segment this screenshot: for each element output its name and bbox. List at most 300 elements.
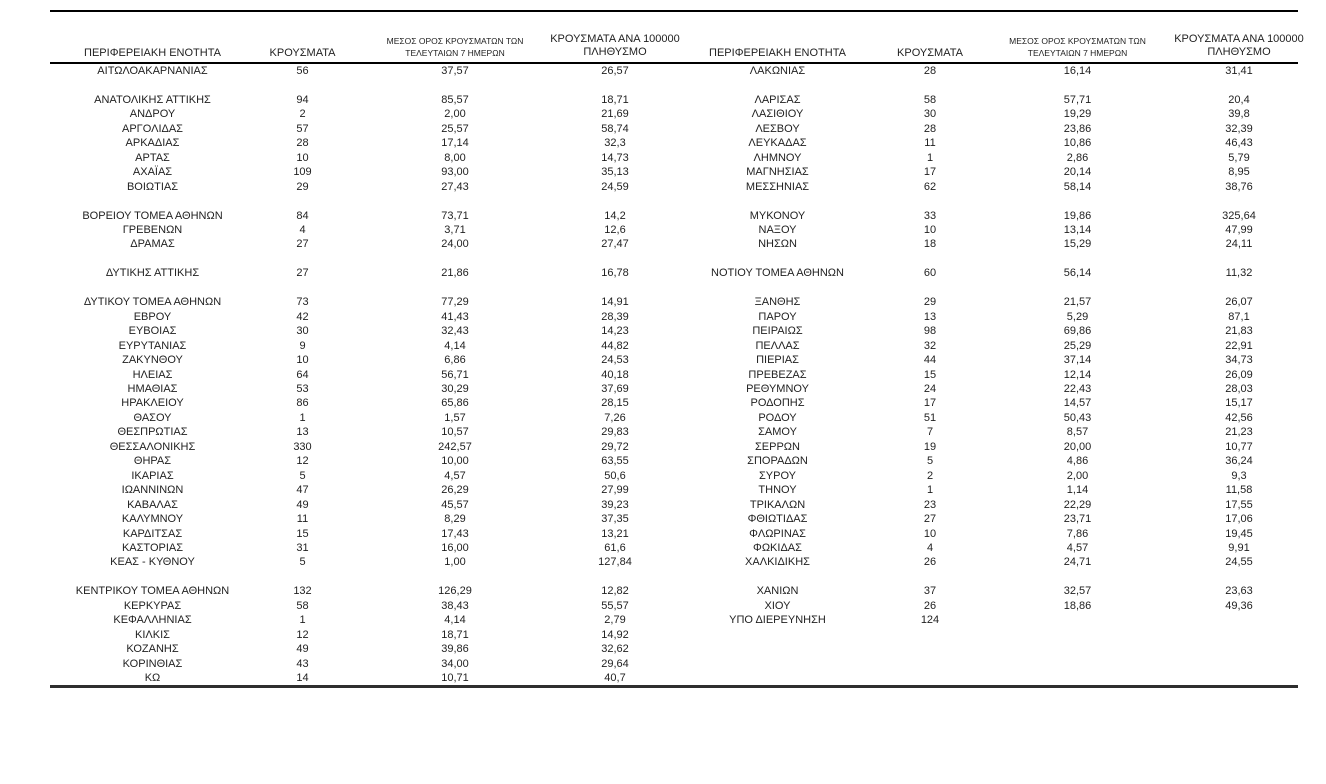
per100k-cell: 61,6 [604,541,626,554]
avg7-cell: 21,57 [1063,296,1092,309]
cases-cell: 124 [920,614,940,627]
region-cell: ΛΑΣΙΘΙΟΥ [751,108,804,121]
region-cell: ΔΥΤΙΚΗΣ ΑΤΤΙΚΗΣ [105,267,200,280]
cases-cell: 4 [926,541,934,554]
per100k-cell [1180,613,1298,627]
cases-cell: 5 [299,556,306,569]
per100k-cell: 32,62 [601,643,629,656]
cases-cell: 10 [923,223,937,236]
per100k-cell: 29,72 [601,440,629,453]
avg7-cell: 10,00 [441,455,469,468]
avg7-cell: 8,00 [444,151,466,164]
avg7-cell: 4,14 [444,614,466,627]
per100k-cell: 58,74 [601,122,629,135]
per100k-cell: 21,69 [601,108,629,121]
cases-cell: 1 [299,411,306,424]
table-row [50,209,1298,223]
region-cell: ΚΩ [144,672,161,685]
table-row [50,454,1298,468]
header-per100k-right [1174,11,1304,63]
per100k-cell: 35,13 [601,166,629,179]
table-header [50,11,1304,63]
region-cell: ΠΕΛΛΑΣ [755,339,800,352]
table-row [50,671,1298,687]
region-cell: ΖΑΚΥΝΘΟΥ [122,354,183,367]
cases-cell: 17 [923,397,937,410]
cases-cell: 330 [293,440,312,453]
per100k-cell: 31,41 [1225,65,1253,77]
avg7-cell [350,194,560,208]
region-cell: ΚΑΛΥΜΝΟΥ [121,513,184,526]
cases-cell [885,252,975,266]
cases-cell: 11 [924,137,936,150]
avg7-cell: 39,86 [441,643,469,656]
header-avg7-right [975,11,1180,63]
per100k-cell: 14,73 [601,151,629,164]
region-cell: ΘΗΡΑΣ [133,455,172,468]
per100k-cell: 28,39 [601,310,629,323]
region-cell: ΛΑΚΩΝΙΑΣ [749,65,806,77]
table-row [50,541,1298,555]
region-cell: ΧΑΛΚΙΔΙΚΗΣ [745,556,810,569]
per100k-cell: 40,7 [604,672,626,685]
per100k-cell: 24,11 [1225,238,1253,251]
region-cell: ΘΕΣΠΡΩΤΙΑΣ [117,426,188,439]
region-cell: ΚΕΡΚΥΡΑΣ [123,599,182,612]
cases-cell [885,671,975,687]
per100k-cell [1180,671,1298,687]
region-cell: ΑΝΔΡΟΥ [129,108,176,121]
regional-cases-table [50,10,1304,688]
avg7-cell: 1,14 [1066,484,1089,497]
table-row [50,93,1298,107]
avg7-cell: 32,43 [441,325,469,338]
avg7-cell: 242,57 [438,440,472,453]
region-cell: ΝΗΣΩΝ [758,238,797,251]
avg7-cell: 25,57 [441,122,469,135]
region-cell: ΣΕΡΡΩΝ [755,440,800,453]
cases-cell: 30 [923,108,937,121]
avg7-cell: 7,86 [1066,527,1089,540]
region-cell: ΔΥΤΙΚΟΥ ΤΟΜΕΑ ΑΘΗΝΩΝ [83,296,222,309]
per100k-cell [1180,78,1298,92]
per100k-cell: 39,23 [601,498,629,511]
region-cell [670,657,885,671]
region-cell: ΛΕΣΒΟΥ [755,122,800,135]
table-row [50,353,1298,367]
avg7-cell: 85,57 [441,93,469,106]
per100k-cell [560,194,670,208]
table-row [50,122,1298,136]
header-region-right: ΠΕΡΙΦΕΡΕΙΑΚΗ ΕΝΟΤΗΤΑ [670,11,885,63]
avg7-cell: 12,14 [1063,368,1092,381]
cases-cell: 32 [923,339,937,352]
avg7-cell: 38,43 [441,599,469,612]
region-cell: ΦΩΚΙΔΑΣ [753,541,802,554]
cases-cell: 132 [293,585,312,598]
cases-cell: 13 [923,310,937,323]
cases-cell: 10 [296,354,309,367]
table-row [50,469,1298,483]
region-cell: ΦΘΙΩΤΙΔΑΣ [747,513,808,526]
avg7-cell: 27,43 [441,180,469,193]
avg7-cell: 4,14 [444,339,466,352]
table-row [50,628,1298,642]
region-cell: ΙΩΑΝΝΙΝΩΝ [121,484,184,497]
region-cell: ΚΕΝΤΡΙΚΟΥ ΤΟΜΕΑ ΑΘΗΝΩΝ [75,585,230,598]
table-row [50,194,1298,208]
region-cell: ΗΡΑΚΛΕΙΟΥ [121,397,184,410]
per100k-cell: 2,79 [604,614,626,627]
avg7-cell: 4,86 [1066,455,1089,468]
cases-cell: 29 [296,180,309,193]
per100k-cell [1180,252,1298,266]
avg7-cell: 1,00 [444,556,466,569]
avg7-cell: 20,14 [1063,166,1092,179]
cases-cell: 7 [926,426,934,439]
avg7-cell: 56,14 [1063,267,1092,280]
avg7-cell: 14,57 [1063,397,1092,410]
cases-cell: 11 [296,513,309,526]
region-cell: ΕΥΒΟΙΑΣ [128,325,177,338]
per100k-cell: 20,4 [1228,93,1250,106]
avg7-cell [350,570,560,584]
cases-cell: 58 [923,93,937,106]
cases-cell: 44 [923,354,937,367]
cases-cell: 24 [923,382,937,395]
table-row [50,252,1298,266]
region-cell: ΑΡΚΑΔΙΑΣ [125,137,180,150]
region-cell [50,281,255,295]
per100k-cell: 127,84 [598,556,632,569]
avg7-cell [350,252,560,266]
table-row [50,411,1298,425]
per100k-cell: 29,64 [601,657,629,670]
cases-cell: 15 [923,368,937,381]
cases-cell: 10 [296,151,309,164]
table-row [50,498,1298,512]
cases-cell: 56 [296,65,309,77]
per100k-cell [1180,281,1298,295]
per100k-cell: 29,83 [601,426,629,439]
header-per100k-left-line2: ΠΛΗΘΥΣΜΟ [583,46,647,58]
cases-cell: 29 [923,296,937,309]
region-cell: ΗΜΑΘΙΑΣ [127,382,178,395]
avg7-cell: 2,86 [1066,151,1089,164]
table-row [50,368,1298,382]
avg7-cell: 57,71 [1063,93,1092,106]
avg7-cell: 26,29 [441,484,469,497]
per100k-cell: 50,6 [604,469,626,482]
cases-cell: 1 [299,614,306,627]
per100k-cell: 18,71 [601,93,629,106]
region-cell: ΣΥΡΟΥ [758,469,796,482]
header-cases-left: ΚΡΟΥΣΜΑΤΑ [255,11,350,63]
per100k-cell: 21,83 [1225,325,1253,338]
cases-cell [255,281,350,295]
cases-cell: 17 [923,166,937,179]
per100k-cell: 22,91 [1225,339,1253,352]
per100k-cell: 14,91 [601,296,629,309]
per100k-cell: 9,91 [1228,541,1250,554]
avg7-cell: 19,29 [1063,108,1092,121]
avg7-cell: 23,71 [1063,513,1092,526]
table-row [50,237,1298,251]
per100k-cell: 17,06 [1225,513,1253,526]
cases-cell [885,570,975,584]
cases-cell [885,281,975,295]
table-row [50,63,1298,78]
avg7-cell: 10,71 [441,672,469,685]
cases-cell: 98 [923,325,937,338]
table-row [50,613,1298,627]
avg7-cell: 21,86 [441,267,469,280]
cases-cell: 49 [296,643,309,656]
region-cell: ΒΟΙΩΤΙΑΣ [126,180,179,193]
per100k-cell: 12,82 [601,585,629,598]
region-cell [670,570,885,584]
region-cell: ΠΑΡΟΥ [758,310,797,323]
region-cell: ΚΟΡΙΝΘΙΑΣ [122,657,183,670]
region-cell [50,78,255,92]
cases-cell: 28 [923,122,937,135]
per100k-cell [1180,570,1298,584]
region-cell: ΧΑΝΙΩΝ [756,585,799,598]
per100k-cell: 28,03 [1225,382,1253,395]
cases-cell: 31 [296,541,309,554]
header-avg7-left-line1: ΜΕΣΟΣ ΟΡΟΣ ΚΡΟΥΣΜΑΤΩΝ ΤΩΝ [386,36,524,46]
cases-cell: 28 [923,65,937,77]
avg7-cell [350,78,560,92]
per100k-cell: 14,2 [604,209,626,222]
cases-cell: 18 [923,238,937,251]
region-cell: ΚΑΒΑΛΑΣ [127,498,178,511]
per100k-cell: 28,15 [601,397,629,410]
avg7-cell: 5,29 [1066,310,1089,323]
avg7-cell: 41,43 [441,310,469,323]
avg7-cell: 17,43 [441,527,469,540]
avg7-cell: 34,00 [441,657,469,670]
avg7-cell [975,252,1180,266]
cases-cell [885,78,975,92]
cases-cell: 12 [296,628,309,641]
cases-cell: 43 [296,657,309,670]
cases-cell: 33 [923,209,937,222]
avg7-cell: 56,71 [441,368,469,381]
avg7-cell: 30,29 [441,382,469,395]
table-row [50,78,1298,92]
region-cell: ΓΡΕΒΕΝΩΝ [122,223,183,236]
cases-cell: 23 [923,498,937,511]
header-cases-right: ΚΡΟΥΣΜΑΤΑ [885,11,975,63]
per100k-cell: 40,18 [601,368,629,381]
cases-cell: 15 [296,527,309,540]
per100k-cell: 26,07 [1225,296,1253,309]
table-row [50,165,1298,179]
per100k-cell [1180,194,1298,208]
per100k-cell: 23,63 [1225,585,1253,598]
per100k-cell: 47,99 [1225,223,1253,236]
per100k-cell: 27,47 [601,238,629,251]
table-row [50,339,1298,353]
header-per100k-right-line2: ΠΛΗΘΥΣΜΟ [1207,46,1271,58]
table-row [50,396,1298,410]
region-cell [670,628,885,642]
avg7-cell: 19,86 [1063,209,1092,222]
per100k-cell: 10,77 [1225,440,1253,453]
cases-cell: 53 [296,382,309,395]
avg7-cell: 23,86 [1063,122,1092,135]
region-cell: ΤΡΙΚΑΛΩΝ [749,498,806,511]
cases-cell: 28 [296,137,309,150]
avg7-cell [975,194,1180,208]
cases-cell: 86 [296,397,309,410]
cases-cell [885,642,975,656]
region-cell: ΡΟΔΟΠΗΣ [750,397,805,410]
cases-cell: 26 [923,556,937,569]
cases-cell: 57 [296,122,309,135]
avg7-cell: 2,00 [444,108,466,121]
region-cell [50,252,255,266]
region-cell [670,281,885,295]
region-cell: ΒΟΡΕΙΟΥ ΤΟΜΕΑ ΑΘΗΝΩΝ [82,209,223,222]
table-row [50,483,1298,497]
cases-cell: 60 [923,267,937,280]
cases-cell: 58 [296,599,309,612]
avg7-cell: 15,29 [1063,238,1092,251]
avg7-cell: 8,57 [1066,426,1089,439]
avg7-cell: 8,29 [444,513,466,526]
cases-cell: 73 [296,296,309,309]
cases-cell [885,657,975,671]
cases-cell: 42 [296,310,309,323]
region-cell: ΚΟΖΑΝΗΣ [126,643,179,656]
avg7-cell: 50,43 [1063,411,1092,424]
cases-cell [255,570,350,584]
region-cell: ΚΕΑΣ - ΚΥΘΝΟΥ [110,556,195,569]
per100k-cell: 24,53 [601,354,629,367]
cases-cell: 5 [926,455,934,468]
per100k-cell: 24,55 [1225,556,1253,569]
region-cell: ΑΡΓΟΛΙΔΑΣ [122,122,183,135]
region-cell: ΜΥΚΟΝΟΥ [749,209,806,222]
region-cell: ΦΛΩΡΙΝΑΣ [749,527,806,540]
per100k-cell: 12,6 [604,223,626,236]
region-cell: ΚΕΦΑΛΛΗΝΙΑΣ [113,614,192,627]
region-cell: ΑΝΑΤΟΛΙΚΗΣ ΑΤΤΙΚΗΣ [94,93,211,106]
region-cell: ΝΟΤΙΟΥ ΤΟΜΕΑ ΑΘΗΝΩΝ [711,267,844,280]
header-per100k-right-line1: ΚΡΟΥΣΜΑΤΑ ΑΝΑ 100000 [1174,33,1304,45]
region-cell: ΔΡΑΜΑΣ [130,238,175,251]
table-row [50,266,1298,280]
avg7-cell: 16,00 [441,541,469,554]
region-cell: ΚΙΛΚΙΣ [135,628,170,641]
cases-cell: 47 [296,484,309,497]
avg7-cell: 16,14 [1063,65,1092,77]
per100k-cell [560,78,670,92]
cases-cell: 84 [296,209,309,222]
cases-cell: 2 [926,469,934,482]
cases-cell: 5 [299,469,306,482]
region-cell: ΡΕΘΥΜΝΟΥ [746,382,809,395]
region-cell: ΙΚΑΡΙΑΣ [131,469,174,482]
region-cell: ΑΧΑΪΑΣ [132,166,173,179]
per100k-cell: 42,56 [1225,411,1253,424]
cases-cell: 27 [923,513,937,526]
per100k-cell: 39,8 [1228,108,1250,121]
per100k-cell: 11,32 [1225,267,1253,280]
per100k-cell [560,252,670,266]
per100k-cell: 55,57 [601,599,629,612]
region-cell [670,78,885,92]
region-cell: ΗΛΕΙΑΣ [132,368,173,381]
per100k-cell: 46,43 [1225,137,1253,150]
per100k-cell: 24,59 [601,180,629,193]
avg7-cell [975,281,1180,295]
avg7-cell: 25,29 [1063,339,1092,352]
header-avg7-right-line2: ΤΕΛΕΥΤΑΙΩΝ 7 ΗΜΕΡΩΝ [1027,48,1128,58]
per100k-cell: 63,55 [601,455,629,468]
cases-cell [255,78,350,92]
region-cell: ΕΥΡΥΤΑΝΙΑΣ [118,339,187,352]
region-cell: ΣΠΟΡΑΔΩΝ [747,455,808,468]
avg7-cell: 10,57 [441,426,469,439]
per100k-cell: 87,1 [1228,310,1250,323]
avg7-cell [975,657,1180,671]
per100k-cell: 21,23 [1225,426,1253,439]
cases-cell: 14 [296,672,309,685]
header-per100k-left [550,11,680,63]
cases-cell: 51 [923,411,937,424]
region-cell: ΛΗΜΝΟΥ [753,151,802,164]
per100k-cell: 19,45 [1225,527,1253,540]
cases-cell: 12 [296,455,309,468]
per100k-cell [1180,628,1298,642]
avg7-cell [975,613,1180,627]
region-cell: ΚΑΡΔΙΤΣΑΣ [122,527,183,540]
per100k-cell: 44,82 [601,339,629,352]
per100k-cell [1180,642,1298,656]
region-cell: ΠΙΕΡΙΑΣ [756,354,799,367]
avg7-cell: 93,00 [441,166,469,179]
region-cell: ΞΑΝΘΗΣ [754,296,801,309]
avg7-cell [975,628,1180,642]
per100k-cell: 13,21 [601,527,629,540]
avg7-cell: 1,57 [444,411,466,424]
region-cell [670,671,885,687]
avg7-cell: 3,71 [444,223,466,236]
per100k-cell [1180,657,1298,671]
region-cell [670,642,885,656]
table-row [50,425,1298,439]
region-cell: ΛΕΥΚΑΔΑΣ [748,137,807,150]
cases-cell: 27 [296,238,309,251]
avg7-cell: 22,29 [1063,498,1092,511]
per100k-cell: 8,95 [1228,166,1250,179]
avg7-cell: 22,43 [1063,382,1092,395]
avg7-cell: 17,14 [441,137,469,150]
cases-cell: 4 [299,223,306,236]
per100k-cell: 17,55 [1225,498,1253,511]
avg7-cell: 37,57 [441,65,469,77]
avg7-cell: 73,71 [441,209,469,222]
table-row [50,555,1298,569]
table-row [50,657,1298,671]
avg7-cell: 65,86 [441,397,469,410]
cases-cell: 9 [299,339,306,352]
avg7-cell: 4,57 [444,469,466,482]
cases-cell: 62 [923,180,937,193]
